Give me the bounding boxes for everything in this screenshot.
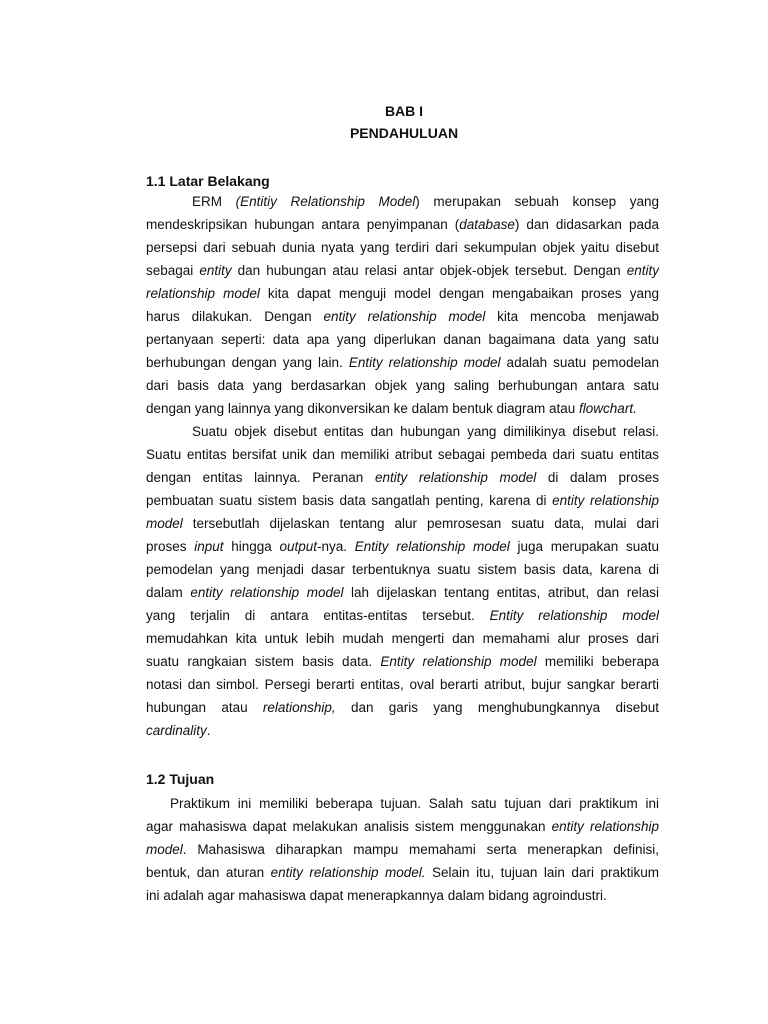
text-run: tersebutlah dijelaskan tentang alur pemrosesan suatu data, mulai dari xyxy=(182,516,659,531)
text-line xyxy=(146,696,659,719)
text-line xyxy=(146,838,659,861)
chapter-number: BAB I xyxy=(384,103,424,119)
text-line xyxy=(146,190,659,213)
italic-text-run: entity relationship xyxy=(551,819,659,834)
text-run: suatu rangkaian sistem basis data. xyxy=(146,654,381,669)
text-run: ) dan didasarkan pada xyxy=(514,217,659,232)
text-line xyxy=(146,792,659,815)
italic-text-run: database xyxy=(459,217,515,232)
text-line xyxy=(146,213,659,236)
section-heading-tujuan: 1.2 Tujuan xyxy=(146,771,215,787)
text-line xyxy=(146,861,659,884)
text-run: dalam xyxy=(146,585,191,600)
text-run: pemodelan yang menjadi dasar terbentuknya suatu sistem basis data, karena di xyxy=(146,562,659,577)
text-line xyxy=(146,512,659,535)
text-run: persepsi dari sebuah dunia nyata yang terdiri dari sekumpulan objek yaitu disebut xyxy=(146,240,659,255)
text-run: kita mencoba menjawab xyxy=(485,309,659,324)
text-run: sebagai xyxy=(146,263,200,278)
text-line xyxy=(146,535,659,558)
text-run: juga merupakan suatu xyxy=(509,539,659,554)
text-run: adalah suatu pemodelan xyxy=(500,355,659,370)
text-run: pertanyaan seperti: data apa yang diperlukan danan bagaimana data yang satu xyxy=(146,332,659,347)
text-line xyxy=(146,351,659,374)
text-run: . xyxy=(206,723,211,738)
text-line xyxy=(146,581,659,604)
section-body-latar-belakang xyxy=(146,190,659,742)
italic-text-run: model xyxy=(146,516,183,531)
text-line xyxy=(146,466,659,489)
italic-text-run: (Entitiy Relationship Model xyxy=(235,194,416,209)
text-run: agar mahasiswa dapat melakukan analisis sistem menggunakan xyxy=(146,819,552,834)
text-line xyxy=(146,236,659,259)
italic-text-run: entity relationship model xyxy=(374,470,537,485)
text-run: ) merupakan sebuah konsep yang xyxy=(415,194,659,209)
chapter-title: PENDAHULUAN xyxy=(349,125,459,141)
text-run: hubungan atau xyxy=(146,700,263,715)
text-run: lah dijelaskan tentang entitas, atribut, dan relasi xyxy=(343,585,659,600)
text-run: notasi dan simbol. Persegi berarti entitas, oval berarti atribut, bujur sangkar berarti xyxy=(146,677,659,692)
text-run: yang terjalin di antara entitas-entitas tersebut. xyxy=(146,608,490,623)
text-run: . Mahasiswa diharapkan mampu memahami serta menerapkan definisi, xyxy=(182,842,659,857)
text-run: memiliki beberapa xyxy=(536,654,659,669)
text-run: Suatu objek disebut entitas dan hubungan yang dimilikinya disebut relasi. xyxy=(192,424,659,439)
text-line xyxy=(146,282,659,305)
text-run: hingga xyxy=(223,539,280,554)
text-run: ini adalah agar mahasiswa dapat menerapkannya dalam bidang agroindustri. xyxy=(146,888,607,903)
text-line xyxy=(146,650,659,673)
italic-text-run: entity relationship model. xyxy=(270,865,426,880)
text-run: dan garis yang menghubungkannya disebut xyxy=(335,700,659,715)
text-run: mendeskripsikan hubungan antara penyimpanan ( xyxy=(146,217,460,232)
text-run: dengan yang lainnya yang dikonversikan ke dalam bentuk diagram atau xyxy=(146,401,580,416)
text-line xyxy=(146,558,659,581)
italic-text-run: entity relationship xyxy=(552,493,659,508)
text-line xyxy=(146,259,659,282)
text-line xyxy=(146,374,659,397)
text-line xyxy=(146,420,659,443)
text-line xyxy=(146,815,659,838)
text-run: harus dilakukan. Dengan xyxy=(146,309,324,324)
text-run: Praktikum ini memiliki beberapa tujuan. Salah satu tujuan dari praktikum ini xyxy=(170,796,659,811)
text-run: Selain itu, tujuan lain dari praktikum xyxy=(425,865,659,880)
text-run: -nya. xyxy=(317,539,355,554)
text-run: proses xyxy=(146,539,195,554)
italic-text-run: output xyxy=(279,539,318,554)
italic-text-run: cardinality xyxy=(146,723,207,738)
text-run: dari basis data yang berdasarkan objek yang saling berhubungan antara satu xyxy=(146,378,659,393)
text-line xyxy=(146,489,659,512)
text-line xyxy=(146,328,659,351)
italic-text-run: entity relationship model xyxy=(190,585,344,600)
text-line xyxy=(146,884,659,907)
text-line xyxy=(146,397,659,420)
text-run: bentuk, dan aturan xyxy=(146,865,271,880)
italic-text-run: Entity relationship model xyxy=(380,654,537,669)
section-heading-latar-belakang: 1.1 Latar Belakang xyxy=(146,173,270,189)
text-line xyxy=(146,719,659,742)
text-line xyxy=(146,443,659,466)
text-run: Suatu entitas bersifat unik dan memiliki atribut sebagai pembeda dari suatu entitas xyxy=(146,447,659,462)
text-line xyxy=(146,305,659,328)
text-run: berhubungan dengan yang lain. xyxy=(146,355,349,370)
text-run: ERM xyxy=(192,194,236,209)
section-body-tujuan xyxy=(146,792,659,907)
italic-text-run: Entity relationship model xyxy=(354,539,510,554)
text-line xyxy=(146,604,659,627)
text-run: kita dapat menguji model dengan mengabaikan proses yang xyxy=(259,286,659,301)
italic-text-run: model xyxy=(146,842,183,857)
text-line xyxy=(146,627,659,650)
text-run: di dalam proses xyxy=(536,470,659,485)
italic-text-run: entity xyxy=(626,263,659,278)
italic-text-run: Entity relationship model xyxy=(348,355,501,370)
text-run: dengan entitas lainnya. Peranan xyxy=(146,470,375,485)
text-line xyxy=(146,673,659,696)
italic-text-run: entity xyxy=(199,263,232,278)
text-run: memudahkan kita untuk lebih mudah mengerti dan memahami alur proses dari xyxy=(146,631,659,646)
italic-text-run: entity relationship model xyxy=(323,309,486,324)
italic-text-run: input xyxy=(194,539,224,554)
text-run: pembuatan suatu sistem basis data sangatlah penting, karena di xyxy=(146,493,553,508)
text-run: dan hubungan atau relasi antar objek-objek tersebut. Dengan xyxy=(231,263,627,278)
italic-text-run: relationship, xyxy=(262,700,336,715)
italic-text-run: relationship model xyxy=(146,286,260,301)
italic-text-run: Entity relationship model xyxy=(489,608,659,623)
italic-text-run: flowchart. xyxy=(579,401,637,416)
